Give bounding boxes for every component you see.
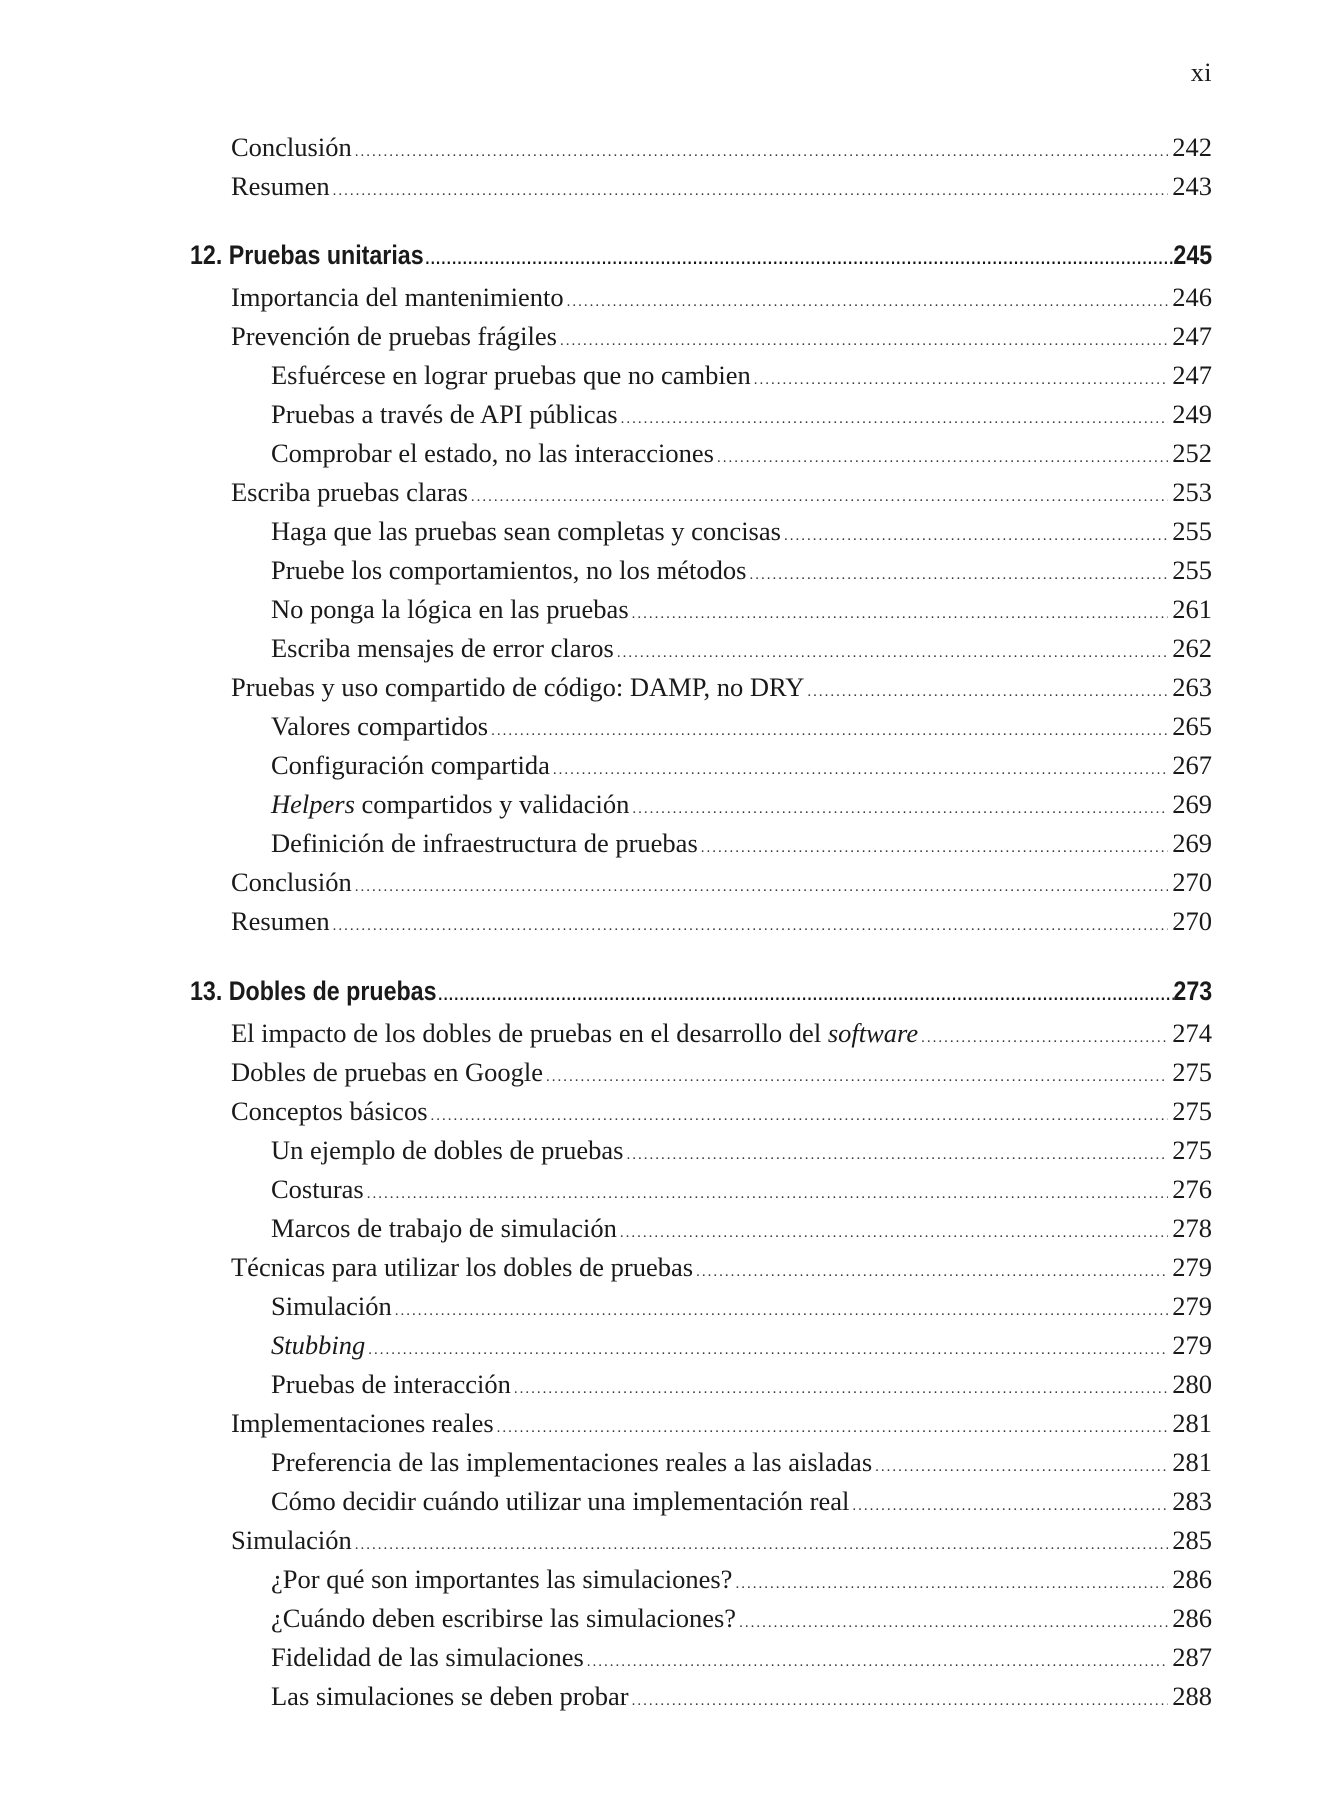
toc-entry-title: Cómo decidir cuándo utilizar una implementación real xyxy=(271,1486,850,1516)
toc-entry-page: 267 xyxy=(1172,750,1212,780)
toc-entry-title: Comprobar el estado, no las interacciones xyxy=(271,438,714,468)
toc-subentry[interactable] xyxy=(190,516,1212,555)
chapter-title: Pruebas unitarias xyxy=(228,240,424,270)
dot-leader xyxy=(875,1459,1168,1476)
toc-entry-title: Las simulaciones se deben probar xyxy=(271,1681,629,1711)
toc-entry-page: 242 xyxy=(1172,132,1212,162)
toc-entry-page: 288 xyxy=(1172,1681,1212,1711)
toc-entry-title: Fidelidad de las simulaciones xyxy=(271,1642,584,1672)
toc-subentry[interactable] xyxy=(190,1603,1212,1642)
dot-leader xyxy=(355,144,1169,161)
toc-entry-title: Preferencia de las implementaciones reales a las aisladas xyxy=(271,1447,873,1477)
toc-entry[interactable] xyxy=(190,282,1212,321)
dot-leader xyxy=(395,1303,1169,1320)
toc-entry-title: Importancia del mantenimiento xyxy=(231,282,564,312)
toc-entry-title: Implementaciones reales xyxy=(231,1408,494,1438)
toc-entry-title: Stubbing xyxy=(271,1330,366,1360)
toc-entry-title: Pruebe los comportamientos, no los métodos xyxy=(271,555,747,585)
toc-subentry[interactable] xyxy=(190,399,1212,438)
toc-entry-title: Resumen xyxy=(231,171,330,201)
toc-chapter-12[interactable] xyxy=(190,240,1212,282)
toc-entry[interactable] xyxy=(190,1525,1212,1564)
dot-leader xyxy=(425,249,1173,269)
toc-entry-title: Escriba mensajes de error claros xyxy=(271,633,614,663)
dot-leader xyxy=(632,1693,1169,1710)
toc-entry-page: 246 xyxy=(1172,282,1212,312)
toc-entry[interactable] xyxy=(190,1408,1212,1447)
chapter-number: 12. xyxy=(190,240,223,270)
dot-leader xyxy=(632,606,1169,623)
page-number: xi xyxy=(1190,58,1212,87)
toc-subentry[interactable] xyxy=(190,633,1212,672)
toc-subentry[interactable] xyxy=(190,1642,1212,1681)
toc-entry-page: 270 xyxy=(1172,906,1212,936)
toc-subentry[interactable] xyxy=(190,711,1212,750)
dot-leader xyxy=(617,645,1168,662)
toc-entry-page: 286 xyxy=(1172,1564,1212,1594)
toc-entry-page: 279 xyxy=(1172,1330,1212,1360)
toc-chapter-13[interactable] xyxy=(190,976,1212,1018)
toc-entry[interactable] xyxy=(190,1252,1212,1291)
chapter-heading xyxy=(190,240,424,271)
toc-entry-page: 253 xyxy=(1172,477,1212,507)
dot-leader xyxy=(438,985,1173,1005)
toc-entry-title xyxy=(231,1018,918,1049)
toc-subentry[interactable] xyxy=(190,1213,1212,1252)
toc-entry-title: Técnicas para utilizar los dobles de pruebas xyxy=(231,1252,694,1282)
dot-leader xyxy=(567,294,1169,311)
toc-subentry[interactable] xyxy=(190,828,1212,867)
toc-entry-page: 274 xyxy=(1172,1018,1212,1048)
dot-leader xyxy=(696,1264,1168,1281)
toc-entry-page: 279 xyxy=(1172,1252,1212,1282)
toc-subentry[interactable] xyxy=(190,1369,1212,1408)
toc-entry[interactable] xyxy=(190,321,1212,360)
toc-entry-page: 275 xyxy=(1172,1057,1212,1087)
dot-leader xyxy=(735,1576,1168,1593)
toc-entry-title: ¿Por qué son importantes las simulaciones? xyxy=(271,1564,733,1594)
toc-entry-page: 252 xyxy=(1172,438,1212,468)
table-of-contents xyxy=(190,132,1212,1720)
dot-leader xyxy=(807,684,1168,701)
toc-entry-page: 261 xyxy=(1172,594,1212,624)
dot-leader xyxy=(701,840,1168,857)
toc-entry-title: No ponga la lógica en las pruebas xyxy=(271,594,629,624)
toc-entry-title-italic: software xyxy=(827,1018,919,1048)
toc-entry-page: 249 xyxy=(1172,399,1212,429)
dot-leader xyxy=(627,1147,1169,1164)
toc-entry-title: Un ejemplo de dobles de pruebas xyxy=(271,1135,624,1165)
dot-leader xyxy=(368,1342,1168,1359)
toc-subentry[interactable] xyxy=(190,1291,1212,1330)
toc-subentry[interactable] xyxy=(190,789,1212,828)
chapter-number: 13. xyxy=(190,976,223,1006)
toc-entry-page: 279 xyxy=(1172,1291,1212,1321)
toc-entry-page: 286 xyxy=(1172,1603,1212,1633)
toc-subentry[interactable] xyxy=(190,438,1212,477)
toc-subentry[interactable] xyxy=(190,594,1212,633)
dot-leader xyxy=(514,1381,1168,1398)
dot-leader xyxy=(717,450,1168,467)
toc-entry-page: 269 xyxy=(1172,789,1212,819)
dot-leader xyxy=(921,1030,1168,1047)
toc-entry-title: Configuración compartida xyxy=(271,750,550,780)
toc-entry-title xyxy=(271,789,629,820)
dot-leader xyxy=(749,567,1168,584)
toc-entry[interactable] xyxy=(190,477,1212,516)
toc-entry-page: 283 xyxy=(1172,1486,1212,1516)
toc-entry[interactable] xyxy=(190,1057,1212,1096)
dot-leader xyxy=(546,1069,1168,1086)
toc-entry-title: Valores compartidos xyxy=(271,711,489,741)
dot-leader xyxy=(491,723,1168,740)
toc-entry-title: Conceptos básicos xyxy=(231,1096,428,1126)
toc-entry-page: 255 xyxy=(1172,516,1212,546)
toc-subentry[interactable] xyxy=(190,1447,1212,1486)
toc-entry-page: 269 xyxy=(1172,828,1212,858)
toc-entry-page: 275 xyxy=(1172,1135,1212,1165)
dot-leader xyxy=(587,1654,1168,1671)
toc-entry-page: 280 xyxy=(1172,1369,1212,1399)
toc-entry-title: Costuras xyxy=(271,1174,364,1204)
dot-leader xyxy=(431,1108,1169,1125)
toc-entry-page: 247 xyxy=(1172,321,1212,351)
chapter-title: Dobles de pruebas xyxy=(228,976,437,1006)
dot-leader xyxy=(333,918,1169,935)
toc-entry-page: 262 xyxy=(1172,633,1212,663)
toc-entry-title: Escriba pruebas claras xyxy=(231,477,468,507)
toc-subentry[interactable] xyxy=(190,1564,1212,1603)
toc-entry[interactable] xyxy=(190,867,1212,906)
dot-leader xyxy=(355,1537,1169,1554)
toc-entry-title: Esfuércese en lograr pruebas que no cambien xyxy=(271,360,751,390)
dot-leader xyxy=(471,489,1168,506)
toc-entry-page: 255 xyxy=(1172,555,1212,585)
dot-leader xyxy=(560,333,1168,350)
dot-leader xyxy=(355,879,1169,896)
toc-subentry[interactable] xyxy=(190,1174,1212,1213)
section-spacer xyxy=(190,210,1212,240)
dot-leader xyxy=(621,411,1169,428)
toc-entry-title: Definición de infraestructura de pruebas xyxy=(271,828,698,858)
toc-subentry[interactable] xyxy=(190,360,1212,399)
toc-entry-page: 281 xyxy=(1172,1408,1212,1438)
toc-entry-title: Haga que las pruebas sean completas y concisas xyxy=(271,516,781,546)
toc-entry-page: 263 xyxy=(1172,672,1212,702)
chapter-page: 245 xyxy=(1173,240,1213,270)
chapter-heading xyxy=(190,976,437,1007)
toc-entry-title: Pruebas y uso compartido de código: DAMP, no DRY xyxy=(231,672,805,702)
toc-subentry[interactable] xyxy=(190,1681,1212,1720)
section-spacer xyxy=(190,945,1212,976)
toc-entry[interactable] xyxy=(190,672,1212,711)
toc-subentry[interactable] xyxy=(190,750,1212,789)
toc-subentry[interactable] xyxy=(190,1330,1212,1369)
toc-entry-page: 285 xyxy=(1172,1525,1212,1555)
toc-entry-title-italic: Helpers xyxy=(271,789,355,819)
toc-entry-conclusion[interactable] xyxy=(190,132,1212,171)
toc-entry-title: Conclusión xyxy=(231,132,352,162)
dot-leader xyxy=(333,183,1169,200)
toc-entry-title: Marcos de trabajo de simulación xyxy=(271,1213,617,1243)
toc-entry-page: 270 xyxy=(1172,867,1212,897)
toc-entry-title: Simulación xyxy=(231,1525,352,1555)
toc-entry-title: Simulación xyxy=(271,1291,392,1321)
toc-entry-title: Resumen xyxy=(231,906,330,936)
dot-leader xyxy=(784,528,1168,545)
toc-entry[interactable] xyxy=(190,1096,1212,1135)
toc-subentry[interactable] xyxy=(190,1486,1212,1525)
toc-entry-page: 278 xyxy=(1172,1213,1212,1243)
toc-entry-page: 247 xyxy=(1172,360,1212,390)
toc-entry-page: 287 xyxy=(1172,1642,1212,1672)
toc-entry-title-rest: compartidos y validación xyxy=(354,789,630,819)
dot-leader xyxy=(739,1615,1168,1632)
dot-leader xyxy=(497,1420,1169,1437)
toc-entry-page: 265 xyxy=(1172,711,1212,741)
toc-entry-title: Prevención de pruebas frágiles xyxy=(231,321,557,351)
dot-leader xyxy=(367,1186,1169,1203)
dot-leader xyxy=(620,1225,1168,1242)
toc-entry-title: Pruebas a través de API públicas xyxy=(271,399,618,429)
toc-entry[interactable] xyxy=(190,1018,1212,1057)
dot-leader xyxy=(553,762,1168,779)
dot-leader xyxy=(632,801,1168,818)
toc-entry-page: 276 xyxy=(1172,1174,1212,1204)
toc-entry-title: Conclusión xyxy=(231,867,352,897)
dot-leader xyxy=(754,372,1169,389)
chapter-page: 273 xyxy=(1173,976,1213,1006)
toc-entry-title: Dobles de pruebas en Google xyxy=(231,1057,544,1087)
dot-leader xyxy=(852,1498,1168,1515)
toc-entry-page: 243 xyxy=(1172,171,1212,201)
toc-subentry[interactable] xyxy=(190,555,1212,594)
toc-entry-resumen[interactable] xyxy=(190,171,1212,210)
toc-entry-title: Pruebas de interacción xyxy=(271,1369,511,1399)
toc-entry-title-main: El impacto de los dobles de pruebas en el desarrollo del xyxy=(231,1018,828,1048)
toc-subentry[interactable] xyxy=(190,1135,1212,1174)
toc-entry-title: ¿Cuándo deben escribirse las simulaciones? xyxy=(271,1603,737,1633)
toc-entry-page: 275 xyxy=(1172,1096,1212,1126)
toc-entry-page: 281 xyxy=(1172,1447,1212,1477)
toc-entry[interactable] xyxy=(190,906,1212,945)
